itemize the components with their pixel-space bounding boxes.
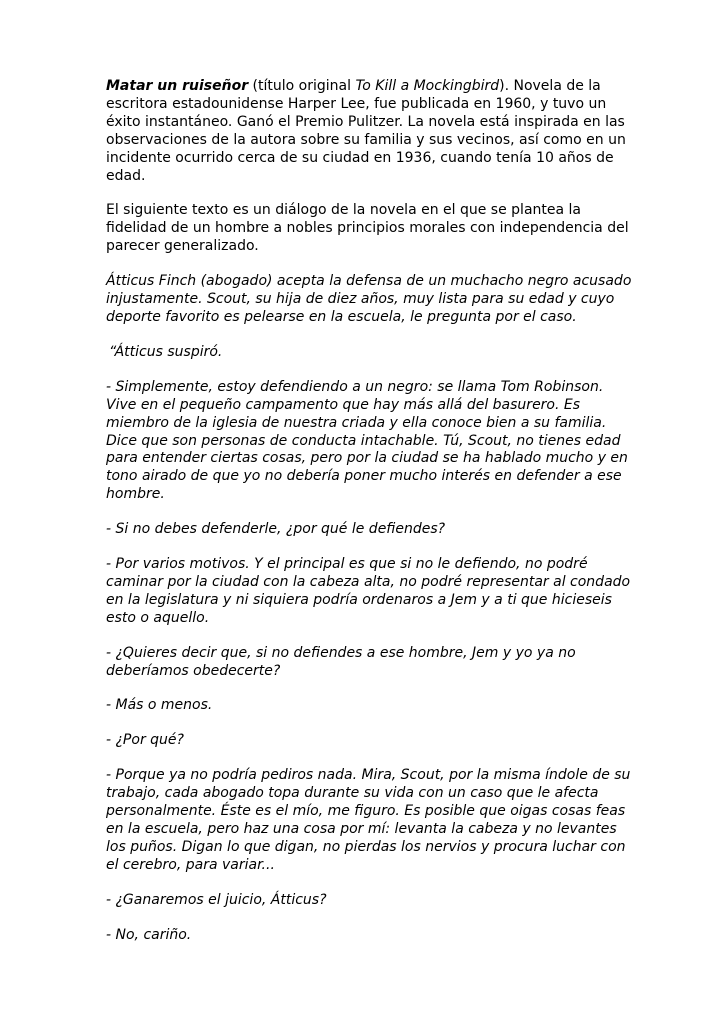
dialogue-line: - ¿Quieres decir que, si no defiendes a ese hombre, Jem y yo ya no deberíamos obedecerte?: [106, 644, 576, 679]
dialogue-line: - No, cariño.: [106, 926, 192, 943]
book-title: Matar un ruiseñor: [106, 78, 249, 94]
context-paragraph: El siguiente texto es un diálogo de la novela en el que se plantea la fidelidad de un hombre a nobles principios morales con independencia del parecer generalizado.: [106, 202, 629, 255]
document-body: [106, 78, 632, 945]
dialogue-line: - Más o menos.: [106, 697, 213, 714]
intro-paragraph: [106, 78, 632, 185]
setup-paragraph: Átticus Finch (abogado) acepta la defensa de un muchacho negro acusado injustamente. Scout, su hija de diez años, muy lista para su edad y cuyo deporte favorito es pelearse en la escuela, le pregunta por el caso.: [106, 273, 632, 325]
intro-text-1: (título original: [248, 78, 356, 94]
dialogue-line: - Si no debes defenderle, ¿por qué le defiendes?: [106, 521, 446, 538]
dialogue-line: - ¿Ganaremos el juicio, Átticus?: [106, 891, 327, 908]
dialogue-line: - ¿Por qué?: [106, 732, 184, 749]
dialogue-line: - Porque ya no podría pediros nada. Mira, Scout, por la misma índole de su trabajo, cada abogado topa durante su vida con un caso que le afecta personalmente. Éste es el mío, me figuro. Es posible que oigas cosas feas en la escuela, pero haz una cosa por mí: levanta la cabeza y no levantes los puños. Digan lo que digan, no pierdas los nervios y procura luchar con el cerebro, para variar...: [106, 767, 631, 873]
original-title: To Kill a Mockingbird: [355, 78, 500, 94]
intro-text-2: ). Novela de la escritora estadounidense Harper Lee, fue publicada en 1960, y tuvo un éxito instantáneo. Ganó el Premio Pulitzer. La novela está inspirada en las observaciones de la autora sobre su familia y sus vecinos, así como en un incidente ocurrido cerca de su ciudad en 1936, cuando tenía 10 años de edad.: [106, 78, 626, 184]
dialogue-line: - Por varios motivos. Y el principal es que si no le defiendo, no podré caminar por la ciudad con la cabeza alta, no podré representar al condado en la legislatura y ni siquiera podría ordenaros a Jem y a ti que hicieseis esto o aquello.: [106, 556, 631, 626]
dialogue-line: - Simplemente, estoy defendiendo a un negro: se llama Tom Robinson. Vive en el pequeño campamento que hay más allá del basurero. Es miembro de la iglesia de nuestra criada y ella conoce bien a su familia. Dice que son personas de conducta intachable. Tú, Scout, no tienes edad para entender ciertas cosas, pero por la ciudad se ha hablado mucho y en tono airado de que yo no debería poner mucho interés en defender a ese hombre.: [106, 378, 628, 503]
dialogue-line: “Átticus suspiró.: [109, 343, 223, 360]
